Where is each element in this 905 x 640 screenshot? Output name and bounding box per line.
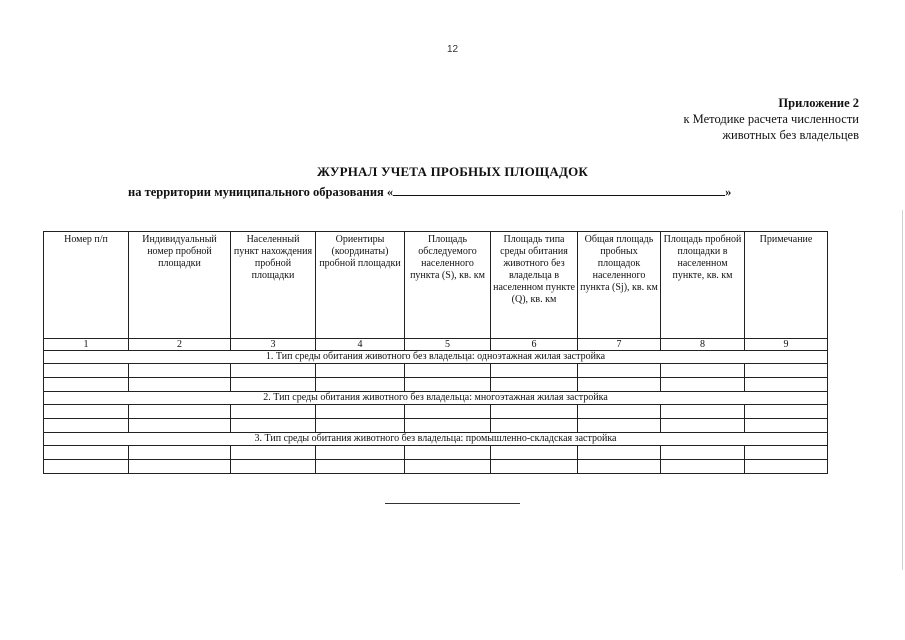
table-cell	[44, 460, 129, 474]
table-cell	[231, 405, 316, 419]
section-row-2	[44, 392, 828, 405]
table-cell	[491, 419, 578, 433]
column-number-row	[44, 339, 828, 351]
table-cell	[129, 460, 231, 474]
table-cell	[231, 364, 316, 378]
closing-divider	[385, 503, 520, 504]
table-cell	[745, 419, 828, 433]
table-cell	[578, 419, 661, 433]
header-cell: Ориентиры (координаты) пробной площадки	[316, 232, 405, 339]
table-cell	[661, 405, 745, 419]
header-cell: Общая площадь пробных площадок населенного пункта (Sj), кв. км	[578, 232, 661, 339]
header-cell: Населенный пункт нахождения пробной площадки	[231, 232, 316, 339]
section-row-1	[44, 351, 828, 364]
document-subtitle	[128, 183, 731, 200]
section-row-3	[44, 433, 828, 446]
header-cell: Номер п/п	[44, 232, 129, 339]
table-row	[44, 405, 828, 419]
municipality-blank-line	[393, 183, 725, 196]
table-cell	[745, 446, 828, 460]
header-cell: Площадь типа среды обитания животного без владельца в населенном пункте (Q), кв. км	[491, 232, 578, 339]
table-cell	[231, 460, 316, 474]
table-row	[44, 446, 828, 460]
table-cell	[405, 460, 491, 474]
table-cell	[661, 446, 745, 460]
column-number: 8	[661, 339, 745, 351]
table-cell	[129, 405, 231, 419]
table-cell	[44, 446, 129, 460]
table-cell	[491, 364, 578, 378]
column-number: 3	[231, 339, 316, 351]
header-row	[44, 232, 828, 339]
appendix-title: Приложение 2	[778, 96, 859, 110]
table-cell	[405, 419, 491, 433]
table-cell	[745, 405, 828, 419]
column-number: 7	[578, 339, 661, 351]
section-heading: 3. Тип среды обитания животного без владельца: промышленно-складская застройка	[44, 433, 828, 446]
table-cell	[578, 378, 661, 392]
table-cell	[44, 364, 129, 378]
table-row	[44, 460, 828, 474]
table-cell	[578, 446, 661, 460]
column-number: 4	[316, 339, 405, 351]
subtitle-suffix: »	[725, 185, 732, 199]
table-row	[44, 364, 828, 378]
table-cell	[129, 378, 231, 392]
table-cell	[405, 364, 491, 378]
column-number: 2	[129, 339, 231, 351]
table-cell	[231, 446, 316, 460]
table-cell	[231, 419, 316, 433]
subtitle-prefix: на территории муниципального образования «	[128, 185, 394, 199]
table-cell	[491, 378, 578, 392]
table-cell	[491, 405, 578, 419]
table-cell	[231, 378, 316, 392]
table-cell	[316, 446, 405, 460]
table-cell	[491, 460, 578, 474]
table-cell	[44, 419, 129, 433]
table-cell	[405, 378, 491, 392]
table-cell	[578, 460, 661, 474]
table-cell	[661, 364, 745, 378]
table-cell	[578, 405, 661, 419]
table-cell	[405, 405, 491, 419]
table-cell	[129, 364, 231, 378]
table-cell	[129, 446, 231, 460]
table-cell	[316, 378, 405, 392]
table-cell	[316, 405, 405, 419]
page-number: 12	[446, 44, 459, 55]
table-cell	[316, 364, 405, 378]
column-number: 1	[44, 339, 129, 351]
table-cell	[405, 446, 491, 460]
table-cell	[661, 419, 745, 433]
section-heading: 2. Тип среды обитания животного без владельца: многоэтажная жилая застройка	[44, 392, 828, 405]
column-number: 6	[491, 339, 578, 351]
section-heading: 1. Тип среды обитания животного без владельца: одноэтажная жилая застройка	[44, 351, 828, 364]
table-cell	[129, 419, 231, 433]
table-cell	[745, 460, 828, 474]
appendix-block	[683, 95, 859, 143]
column-number: 9	[745, 339, 828, 351]
appendix-line-2: животных без владельцев	[722, 128, 859, 142]
table-cell	[316, 460, 405, 474]
header-cell: Индивидуальный номер пробной площадки	[129, 232, 231, 339]
table-cell	[745, 364, 828, 378]
table-row	[44, 378, 828, 392]
table-cell	[44, 405, 129, 419]
header-cell: Примечание	[745, 232, 828, 339]
journal-table	[43, 231, 828, 474]
table-cell	[491, 446, 578, 460]
table-cell	[316, 419, 405, 433]
scan-edge-line	[902, 210, 903, 570]
table-cell	[661, 378, 745, 392]
table-cell	[661, 460, 745, 474]
column-number: 5	[405, 339, 491, 351]
header-cell: Площадь пробной площадки в населенном пункте, кв. км	[661, 232, 745, 339]
header-cell: Площадь обследуемого населенного пункта (S), кв. км	[405, 232, 491, 339]
table-cell	[578, 364, 661, 378]
table-cell	[745, 378, 828, 392]
appendix-line-1: к Методике расчета численности	[683, 112, 859, 126]
table-row	[44, 419, 828, 433]
table-cell	[44, 378, 129, 392]
document-title: ЖУРНАЛ УЧЕТА ПРОБНЫХ ПЛОЩАДОК	[316, 164, 589, 179]
